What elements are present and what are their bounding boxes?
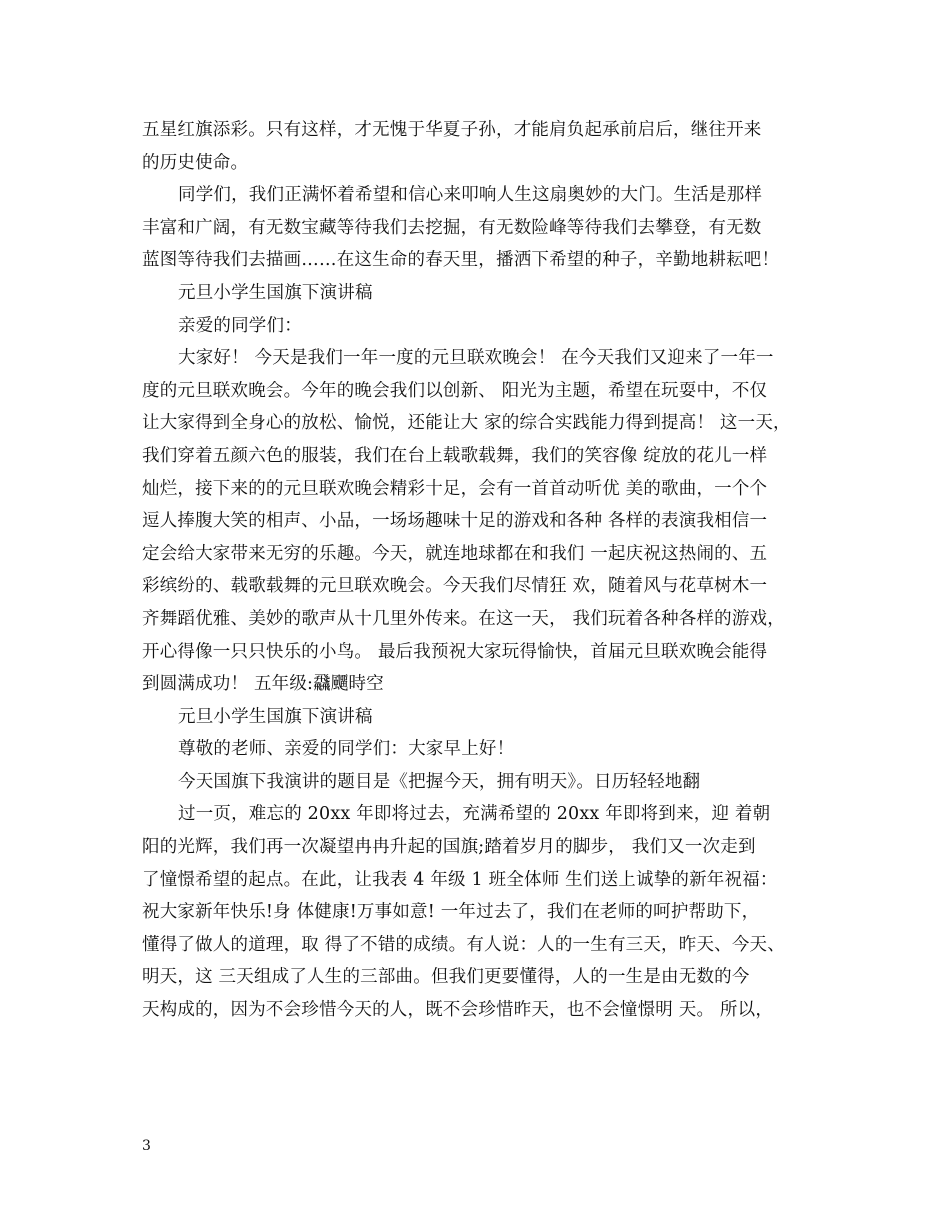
text-line: 齐舞蹈优雅、美妙的歌声从十几里外传来。在这一天， 我们玩着各种各样的游戏， xyxy=(142,608,785,629)
text-line: 逗人捧腹大笑的相声、小品，一场场趣味十足的游戏和各种 各样的表演我相信一 xyxy=(142,511,768,532)
text-line: 懂得了做人的道理，取 得了不错的成绩。有人说：人的一生有三天，昨天、今天、 xyxy=(142,934,785,955)
text-line: 尊敬的老师、亲爱的同学们：大家早上好！ xyxy=(178,739,515,760)
text-line: 蓝图等待我们去描画……在这生命的春天里，播洒下希望的种子，辛勤地耕耘吧！ xyxy=(142,250,780,271)
text-line: 祝大家新年快乐!身 体健康!万事如意! 一年过去了，我们在老师的呵护帮助下， xyxy=(142,902,760,923)
page-number: 3 xyxy=(142,1138,151,1154)
text-line: 的历史使命。 xyxy=(142,152,249,173)
text-line: 元旦小学生国旗下演讲稿 xyxy=(178,706,373,727)
text-line: 我们穿着五颜六色的服装，我们在台上载歌载舞，我们的笑容像 绽放的花儿一样 xyxy=(142,445,768,466)
text-line: 灿烂，接下来的的元旦联欢晚会精彩十足，会有一首首动听优 美的歌曲，一个个 xyxy=(142,478,768,499)
text-line: 丰富和广阔，有无数宝藏等待我们去挖掘，有无数险峰等待我们去攀登，有无数 xyxy=(142,217,762,238)
text-line: 阳的光辉，我们再一次凝望冉冉升起的国旗;踏着岁月的脚步， 我们又一次走到 xyxy=(142,837,756,858)
text-line: 明天，这 三天组成了人生的三部曲。但我们更要懂得，人的一生是由无数的今 xyxy=(142,967,750,988)
text-line: 了憧憬希望的起点。在此，让我表 4 年级 1 班全体师 生们送上诚挚的新年祝福： xyxy=(142,869,778,890)
text-line: 开心得像一只只快乐的小鸟。 最后我预祝大家玩得愉快，首届元旦联欢晚会能得 xyxy=(142,641,768,662)
text-line: 度的元旦联欢晚会。今年的晚会我们以创新、 阳光为主题，希望在玩耍中，不仅 xyxy=(142,380,768,401)
text-line: 彩缤纷的、载歌载舞的元旦联欢晚会。今天我们尽情狂 欢，随着风与花草树木一 xyxy=(142,576,768,597)
text-line: 定会给大家带来无穷的乐趣。今天，就连地球都在和我们 一起庆祝这热闹的、五 xyxy=(142,543,768,564)
text-line: 五星红旗添彩。只有这样，才无愧于华夏子孙，才能肩负起承前启后，继往开来 xyxy=(142,120,762,140)
text-line: 亲爱的同学们： xyxy=(178,315,302,336)
document-body xyxy=(142,114,822,1027)
text-line: 过一页，难忘的 20xx 年即将过去，充满希望的 20xx 年即将到来，迎 着朝 xyxy=(178,804,771,825)
text-line: 到圆满成功！ 五年级:飝飅時空 xyxy=(142,674,384,695)
text-line: 让大家得到全身心的放松、愉悦，还能让大 家的综合实践能力得到提高！ 这一天， xyxy=(142,413,791,434)
text-line: 今天国旗下我演讲的题目是《把握今天，拥有明天》。日历轻轻地翻 xyxy=(178,771,701,792)
text-line: 元旦小学生国旗下演讲稿 xyxy=(178,282,373,303)
text-line: 同学们，我们正满怀着希望和信心来叩响人生这扇奥妙的大门。生活是那样 xyxy=(178,185,763,206)
text-line: 天构成的，因为不会珍惜今天的人，既不会珍惜昨天，也不会憧憬明 天。 所以， xyxy=(142,1000,774,1021)
text-line: 大家好！ 今天是我们一年一度的元旦联欢晚会！ 在今天我们又迎来了一年一 xyxy=(178,348,774,369)
